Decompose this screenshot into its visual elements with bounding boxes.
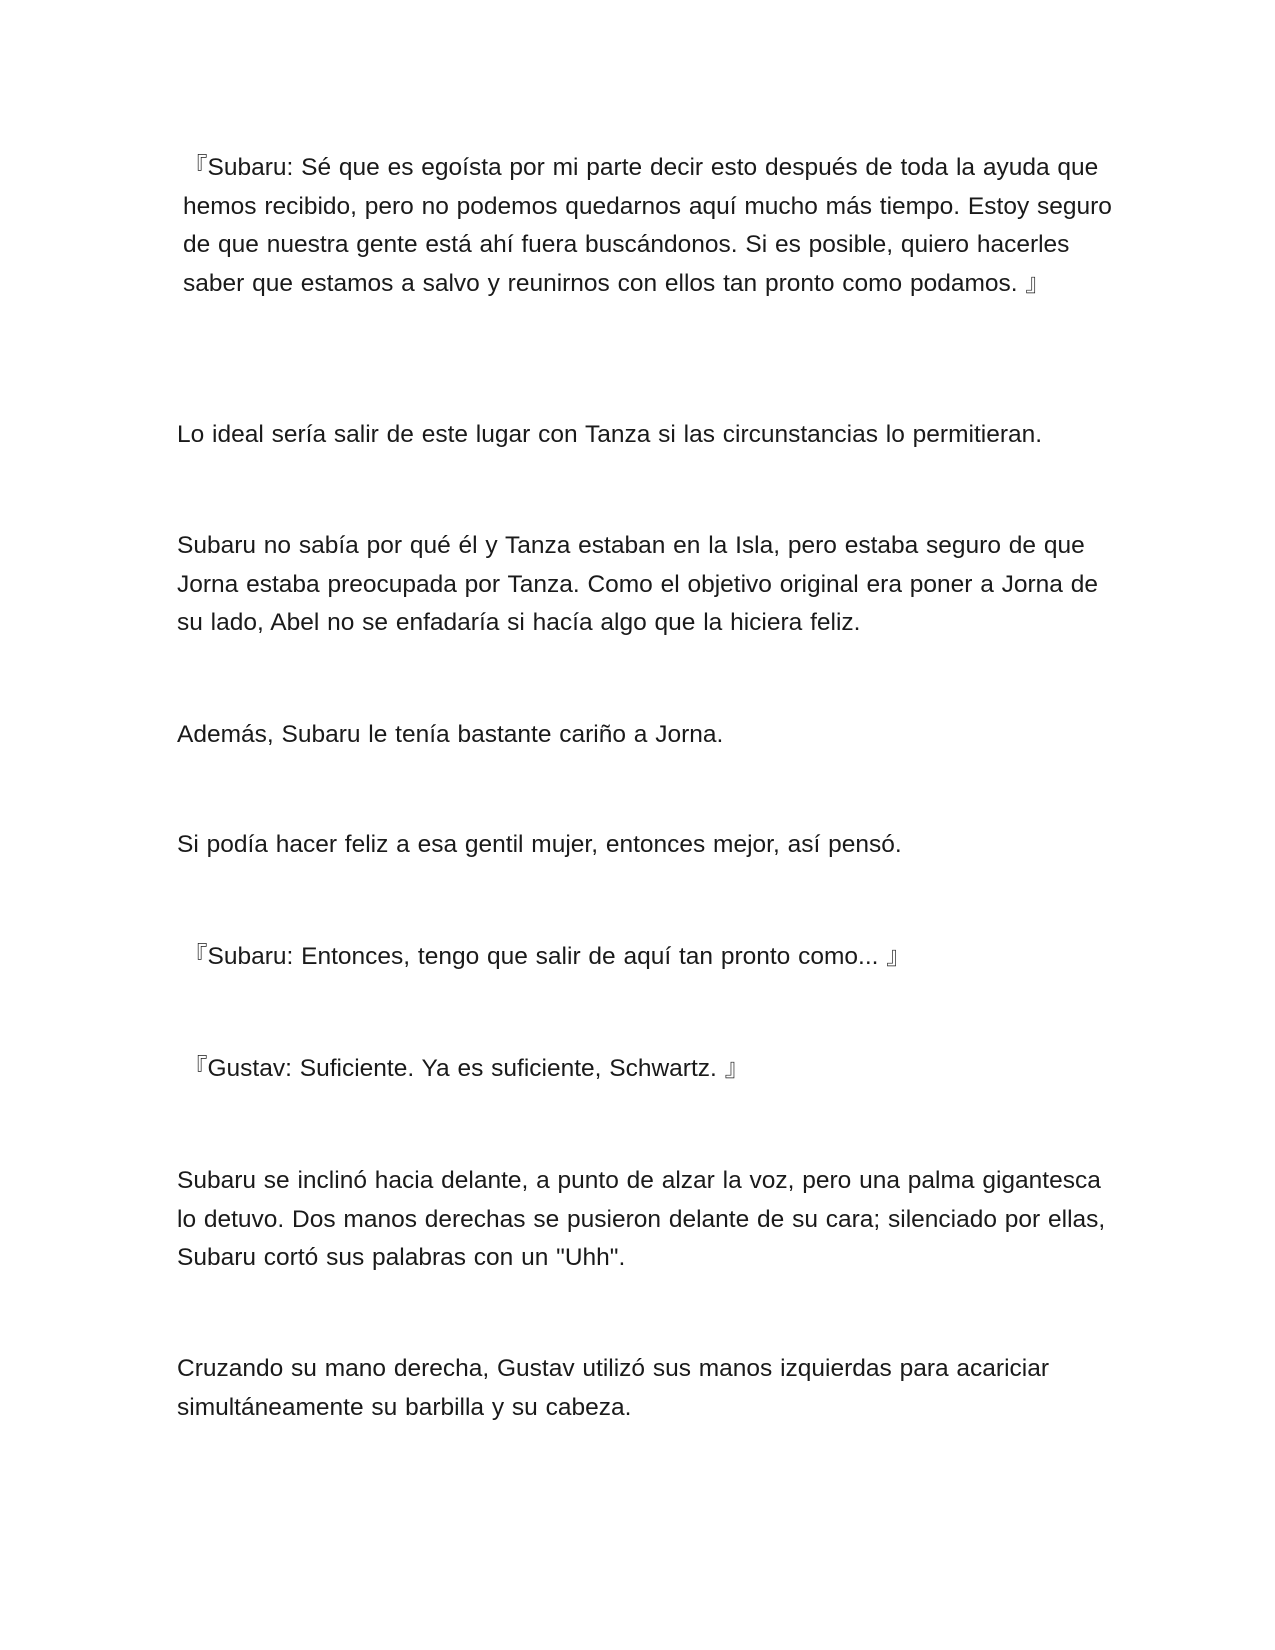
dialogue-paragraph-subaru-request: 『Subaru: Sé que es egoísta por mi parte decir esto después de toda la ayuda que hemos recibido, pero no podemos quedarnos aquí mucho más tiempo. Estoy seguro de que nuestra gente está ahí fuera buscándonos. Si es posible, quiero hacerles saber que estamos a salvo y reunirnos con ellos tan pronto como podamos. 』 <box>183 154 1112 297</box>
narration-paragraph-palm: Subaru se inclinó hacia delante, a punto de alzar la voz, pero una palma gigantesca lo detuvo. Dos manos derechas se pusieron delante de su cara; silenciado por ellas, Subaru cortó sus palabras con un "Uhh". <box>177 1167 1106 1271</box>
dialogue-paragraph-subaru-leave: 『Subaru: Entonces, tengo que salir de aquí tan pronto como... 』 <box>183 943 911 970</box>
narration-paragraph-island: Subaru no sabía por qué él y Tanza estaban en la Isla, pero estaba seguro de que Jorna estaba preocupada por Tanza. Como el objetivo original era poner a Jorna de su lado, Abel no se enfadaría si hacía algo que la hiciera feliz. <box>177 532 1098 636</box>
narration-paragraph-gentle-woman: Si podía hacer feliz a esa gentil mujer, entonces mejor, así pensó. <box>177 831 902 858</box>
narration-paragraph-affection: Además, Subaru le tenía bastante cariño a Jorna. <box>177 721 724 748</box>
dialogue-paragraph-gustav-enough: 『Gustav: Suficiente. Ya es suficiente, Schwartz. 』 <box>183 1055 750 1082</box>
narration-paragraph-ideal: Lo ideal sería salir de este lugar con Tanza si las circunstancias lo permitieran. <box>177 421 1043 448</box>
narration-paragraph-gustav-hands: Cruzando su mano derecha, Gustav utilizó sus manos izquierdas para acariciar simultáneamente su barbilla y su cabeza. <box>177 1355 1050 1421</box>
